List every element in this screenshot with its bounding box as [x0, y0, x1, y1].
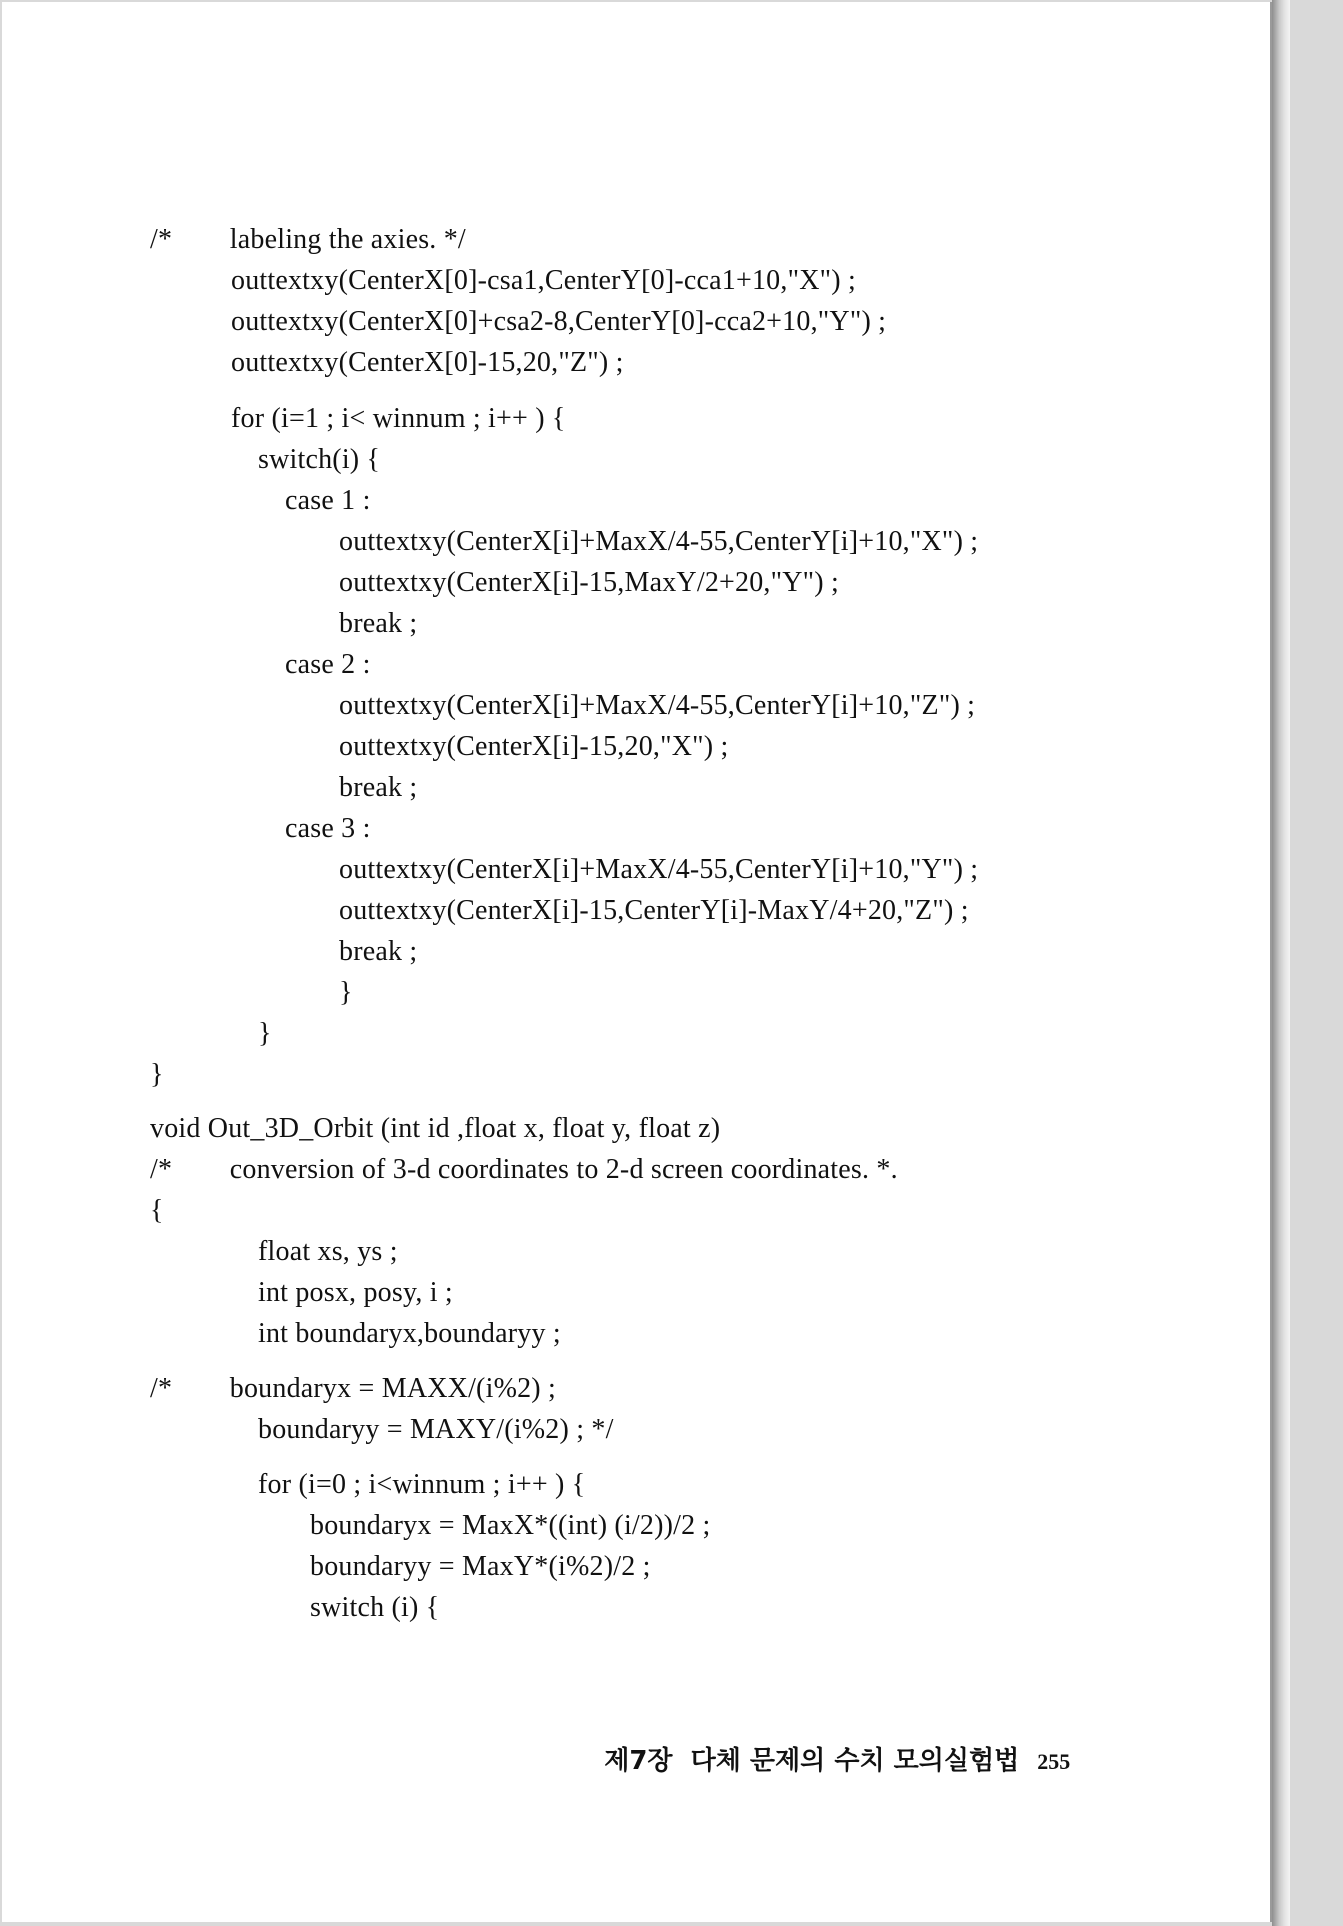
code-line: switch(i) { [258, 444, 381, 475]
code-line: /* conversion of 3-d coordinates to 2-d screen coordinates. *. [150, 1154, 898, 1185]
chapter-title: 제7장 다체 문제의 수치 모의실험법 [604, 1746, 1020, 1776]
code-line: outtextxy(CenterX[i]+MaxX/4-55,CenterY[i]+10,"X") ; [339, 526, 979, 557]
code-line: /* boundaryx = MAXX/(i%2) ; [150, 1373, 556, 1404]
code-line: boundaryx = MaxX*((int) (i/2))/2 ; [310, 1510, 711, 1541]
code-line: outtextxy(CenterX[0]-csa1,CenterY[0]-cca1+10,"X") ; [231, 265, 856, 296]
code-line: int boundaryx,boundaryy ; [258, 1318, 561, 1349]
code-line: outtextxy(CenterX[i]-15,20,"X") ; [339, 731, 729, 762]
document-page [2, 2, 1273, 1922]
code-line: case 2 : [285, 649, 371, 680]
code-line: } [258, 1018, 272, 1049]
code-line: break ; [339, 608, 418, 639]
page-edge [1272, 0, 1290, 1926]
code-line: void Out_3D_Orbit (int id ,float x, float y, float z) [150, 1113, 721, 1144]
code-line: outtextxy(CenterX[0]-15,20,"Z") ; [231, 347, 624, 378]
code-line: /* labeling the axies. */ [150, 224, 466, 255]
code-line: outtextxy(CenterX[i]-15,CenterY[i]-MaxY/4+20,"Z") ; [339, 895, 969, 926]
code-line: for (i=0 ; i<winnum ; i++ ) { [258, 1469, 586, 1500]
code-line: outtextxy(CenterX[i]-15,MaxY/2+20,"Y") ; [339, 567, 839, 598]
code-line: for (i=1 ; i< winnum ; i++ ) { [231, 403, 566, 434]
code-line: break ; [339, 772, 418, 803]
code-line: outtextxy(CenterX[0]+csa2-8,CenterY[0]-cca2+10,"Y") ; [231, 306, 887, 337]
code-line: break ; [339, 936, 418, 967]
page-number: 255 [1037, 1749, 1071, 1774]
code-line: case 3 : [285, 813, 371, 844]
code-line: boundaryy = MaxY*(i%2)/2 ; [310, 1551, 651, 1582]
code-line: switch (i) { [310, 1592, 440, 1623]
page-footer [568, 1710, 1070, 1807]
code-line: { [150, 1195, 164, 1226]
code-line: outtextxy(CenterX[i]+MaxX/4-55,CenterY[i]+10,"Y") ; [339, 854, 979, 885]
code-line: float xs, ys ; [258, 1236, 398, 1267]
code-line: } [339, 977, 353, 1008]
code-line: int posx, posy, i ; [258, 1277, 453, 1308]
code-line: case 1 : [285, 485, 371, 516]
code-line: } [150, 1059, 164, 1090]
code-line: boundaryy = MAXY/(i%2) ; */ [258, 1414, 614, 1445]
code-line: outtextxy(CenterX[i]+MaxX/4-55,CenterY[i]+10,"Z") ; [339, 690, 976, 721]
